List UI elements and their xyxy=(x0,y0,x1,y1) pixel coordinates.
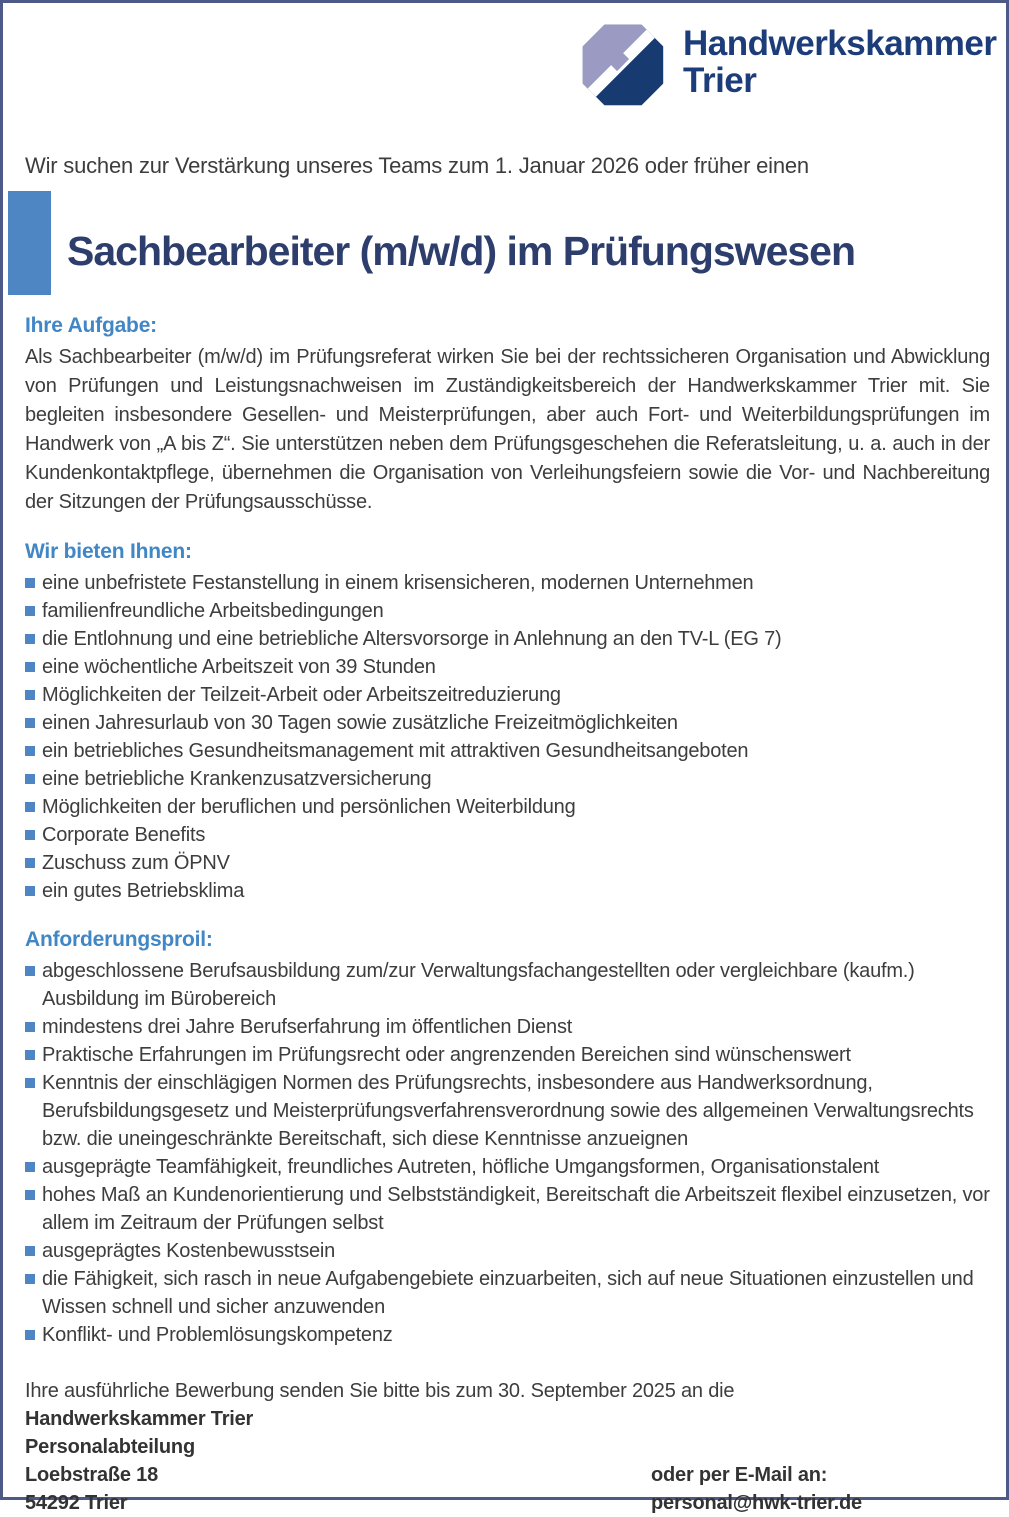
application-footer xyxy=(25,1377,990,1517)
aufgabe-paragraph: Als Sachbearbeiter (m/w/d) im Prüfungsreferat wirken Sie bei der rechtssicheren Organisation und Abwicklung von Prüfungen und Leistungsnachweisen im Zuständigkeitsbereich der Handwerkskammer Trier mit. Sie begleiten insbesondere Gesellen- und Meisterprüfungen, aber auch Fort- und Weiterbildungsprüfungen im Handwerk von „A bis Z“. Sie unterstützen neben dem Prüfungsgeschehen die Referatsleitung, u. a. auch in der Kundenkontaktpflege, übernehmen die Organisation von Verleihungsfeiern sowie die Vor- und Nachbereitung der Sitzungen der Prüfungsausschüsse. xyxy=(25,346,990,513)
list-item: die Entlohnung und eine betriebliche Altersvorsorge in Anlehnung an den TV-L (EG 7) xyxy=(25,625,990,653)
footer-street: Loebstraße 18 xyxy=(25,1464,159,1486)
section-aufgabe xyxy=(25,313,990,517)
footer-city: 54292 Trier xyxy=(25,1492,128,1514)
section-heading-bieten: Wir bieten Ihnen: xyxy=(25,540,192,563)
footer-email-label: oder per E-Mail an: xyxy=(651,1464,828,1486)
list-item: mindestens drei Jahre Berufserfahrung im öffentlichen Dienst xyxy=(25,1013,990,1041)
section-anforderung xyxy=(25,927,990,1349)
list-item: abgeschlossene Berufsausbildung zum/zur Verwaltungsfachangestellten oder vergleichbare (kaufm.) Ausbildung im Bürobereich xyxy=(25,957,990,1013)
list-item: einen Jahresurlaub von 30 Tagen sowie zusätzliche Freizeitmöglichkeiten xyxy=(25,709,990,737)
list-item: Corporate Benefits xyxy=(25,821,990,849)
section-heading-anforderung: Anforderungsproil: xyxy=(25,928,213,951)
logo-wordmark xyxy=(683,23,997,99)
footer-intro-line: Ihre ausführliche Bewerbung senden Sie bitte bis zum 30. September 2025 an die xyxy=(25,1380,735,1402)
list-item: eine wöchentliche Arbeitszeit von 39 Stunden xyxy=(25,653,990,681)
list-item: eine unbefristete Festanstellung in einem krisensicheren, modernen Unternehmen xyxy=(25,569,990,597)
list-item: familienfreundliche Arbeitsbedingungen xyxy=(25,597,990,625)
list-item: eine betriebliche Krankenzusatzversicherung xyxy=(25,765,990,793)
footer-street-row xyxy=(25,1461,990,1489)
section-bieten xyxy=(25,539,990,905)
list-item: Möglichkeiten der beruflichen und persönlichen Weiterbildung xyxy=(25,793,990,821)
logo-line-1: Handwerkskammer xyxy=(683,24,997,63)
list-item: Zuschuss zum ÖPNV xyxy=(25,849,990,877)
bieten-list xyxy=(25,569,990,905)
content xyxy=(25,313,990,1517)
list-item: ausgeprägtes Kostenbewusstsein xyxy=(25,1237,990,1265)
list-item: Kenntnis der einschlägigen Normen des Prüfungsrechts, insbesondere aus Handwerksordnung, Berufsbildungsgesetz und Meisterprüfungsverfahrensverordnung sowie des allgemeinen Verwaltungsrechts bzw. die uneingeschränkte Bereitschaft, sich diese Kenntnisse anzueignen xyxy=(25,1069,990,1153)
logo-block xyxy=(581,23,997,107)
section-heading-aufgabe: Ihre Aufgabe: xyxy=(25,314,157,337)
footer-department: Personalabteilung xyxy=(25,1436,195,1458)
page-title: Sachbearbeiter (m/w/d) im Prüfungswesen xyxy=(67,228,856,274)
list-item: Konflikt- und Problemlösungskompetenz xyxy=(25,1321,990,1349)
list-item: ein gutes Betriebsklima xyxy=(25,877,990,905)
footer-city-row xyxy=(25,1489,990,1517)
hwk-octagon-logo-icon xyxy=(581,23,665,107)
footer-email-address: personal@hwk-trier.de xyxy=(651,1492,862,1514)
list-item: die Fähigkeit, sich rasch in neue Aufgabengebiete einzuarbeiten, sich auf neue Situationen einzustellen und Wissen schnell und sicher anzuwenden xyxy=(25,1265,990,1321)
footer-company: Handwerkskammer Trier xyxy=(25,1408,254,1430)
anforderung-list xyxy=(25,957,990,1349)
list-item: hohes Maß an Kundenorientierung und Selbstständigkeit, Bereitschaft die Arbeitszeit flexibel einzusetzen, vor allem im Zeitraum der Prüfungen selbst xyxy=(25,1181,990,1237)
list-item: ein betriebliches Gesundheitsmanagement mit attraktiven Gesundheitsangeboten xyxy=(25,737,990,765)
intro-line: Wir suchen zur Verstärkung unseres Teams zum 1. Januar 2026 oder früher einen xyxy=(25,153,809,178)
title-accent-bar xyxy=(8,191,51,295)
list-item: ausgeprägte Teamfähigkeit, freundliches Autreten, höfliche Umgangsformen, Organisationstalent xyxy=(25,1153,990,1181)
list-item: Praktische Erfahrungen im Prüfungsrecht oder angrenzenden Bereichen sind wünschenswert xyxy=(25,1041,990,1069)
list-item: Möglichkeiten der Teilzeit-Arbeit oder Arbeitszeitreduzierung xyxy=(25,681,990,709)
logo-line-2: Trier xyxy=(683,61,757,100)
